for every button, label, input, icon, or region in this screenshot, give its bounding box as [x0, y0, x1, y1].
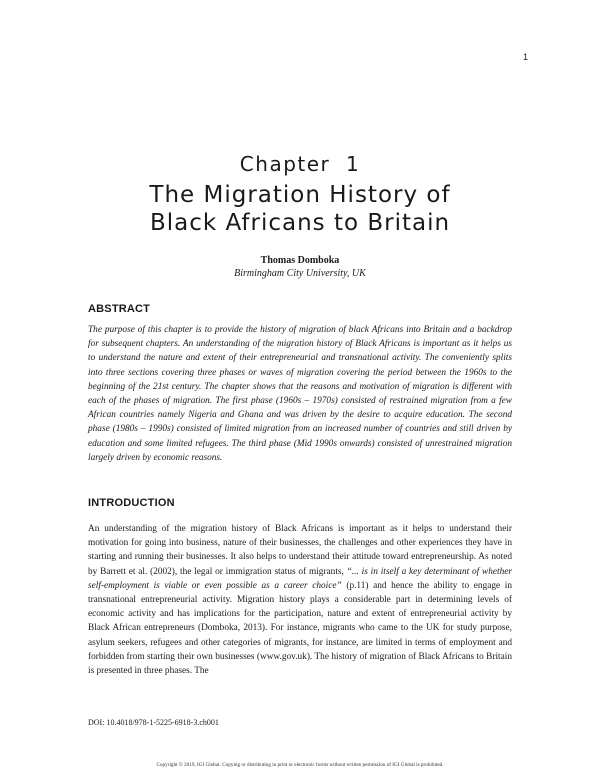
- doi: DOI: 10.4018/978-1-5225-6918-3.ch001: [88, 718, 219, 727]
- introduction-text-before: An understanding of the migration history of Black Africans is important as it helps to understand their motivation for going into business, nature of their businesses, the challenges and other experiences they have in starting and running their businesses. It also helps to understand their attitude toward entrepreneurship. As noted by Barrett et al. (2002), the legal or immigration status of migrants,: [88, 524, 512, 577]
- chapter-title-line-1: The Migration History of: [149, 182, 451, 208]
- chapter-title: [0, 181, 600, 237]
- chapter-label: Chapter 1: [239, 152, 361, 176]
- introduction-text-after: (p.11) and hence the ability to engage in transnational entrepreneurial activity. Migration history plays a considerable part in determining levels of economic activity and has implications for the participation, nature and extent of entrepreneurial activity by Black African entrepreneurs (Domboka, 2013). For instance, migrants who came to the UK for study purpose, asylum seekers, refugees and other categories of migrants, for instance, are limited in terms of employment and forbidden from starting their own businesses (www.gov.uk). The history of migration of Black Africans to Britain is presented in three phases. The: [88, 580, 512, 677]
- chapter-title-line-2: Black Africans to Britain: [149, 210, 451, 236]
- introduction-quote: “... is in itself a key determinant of whether self-employment is viable or even possible as a career choice”: [88, 566, 512, 591]
- author-name: Thomas Domboka: [260, 255, 340, 266]
- abstract-heading: ABSTRACT: [88, 303, 151, 315]
- author-affiliation: Birmingham City University, UK: [234, 268, 366, 279]
- page-number: 1: [522, 52, 528, 62]
- copyright-notice: Copyright © 2019, IGI Global. Copying or distributing in print or electronic forms without written permission of IGI Global is prohibited.: [156, 762, 444, 768]
- introduction-body: [88, 522, 512, 678]
- introduction-heading: INTRODUCTION: [88, 497, 175, 509]
- abstract-body: The purpose of this chapter is to provide the history of migration of black Africans into Britain and a backdrop for subsequent chapters. An understanding of the migration history of Black Africans is important as it helps us to understand the nature and extent of their entrepreneurial and transnational activity. The conveniently splits into three sections covering three phases or waves of migration covering the period between the 1960s to the beginning of the 21st century. The chapter shows that the reasons and motivation of migration is different with each of the phases of migration. The first phase (1960s – 1970s) consisted of restrained migration from a few African countries namely Nigeria and Ghana and was driven by the desire to acquire education. The second phase (1980s – 1990s) consisted of limited migration from an increased number of countries and still driven by education and some limited refugees. The third phase (Mid 1990s onwards) consisted of unrestrained migration largely driven by economic reasons.: [88, 325, 512, 463]
